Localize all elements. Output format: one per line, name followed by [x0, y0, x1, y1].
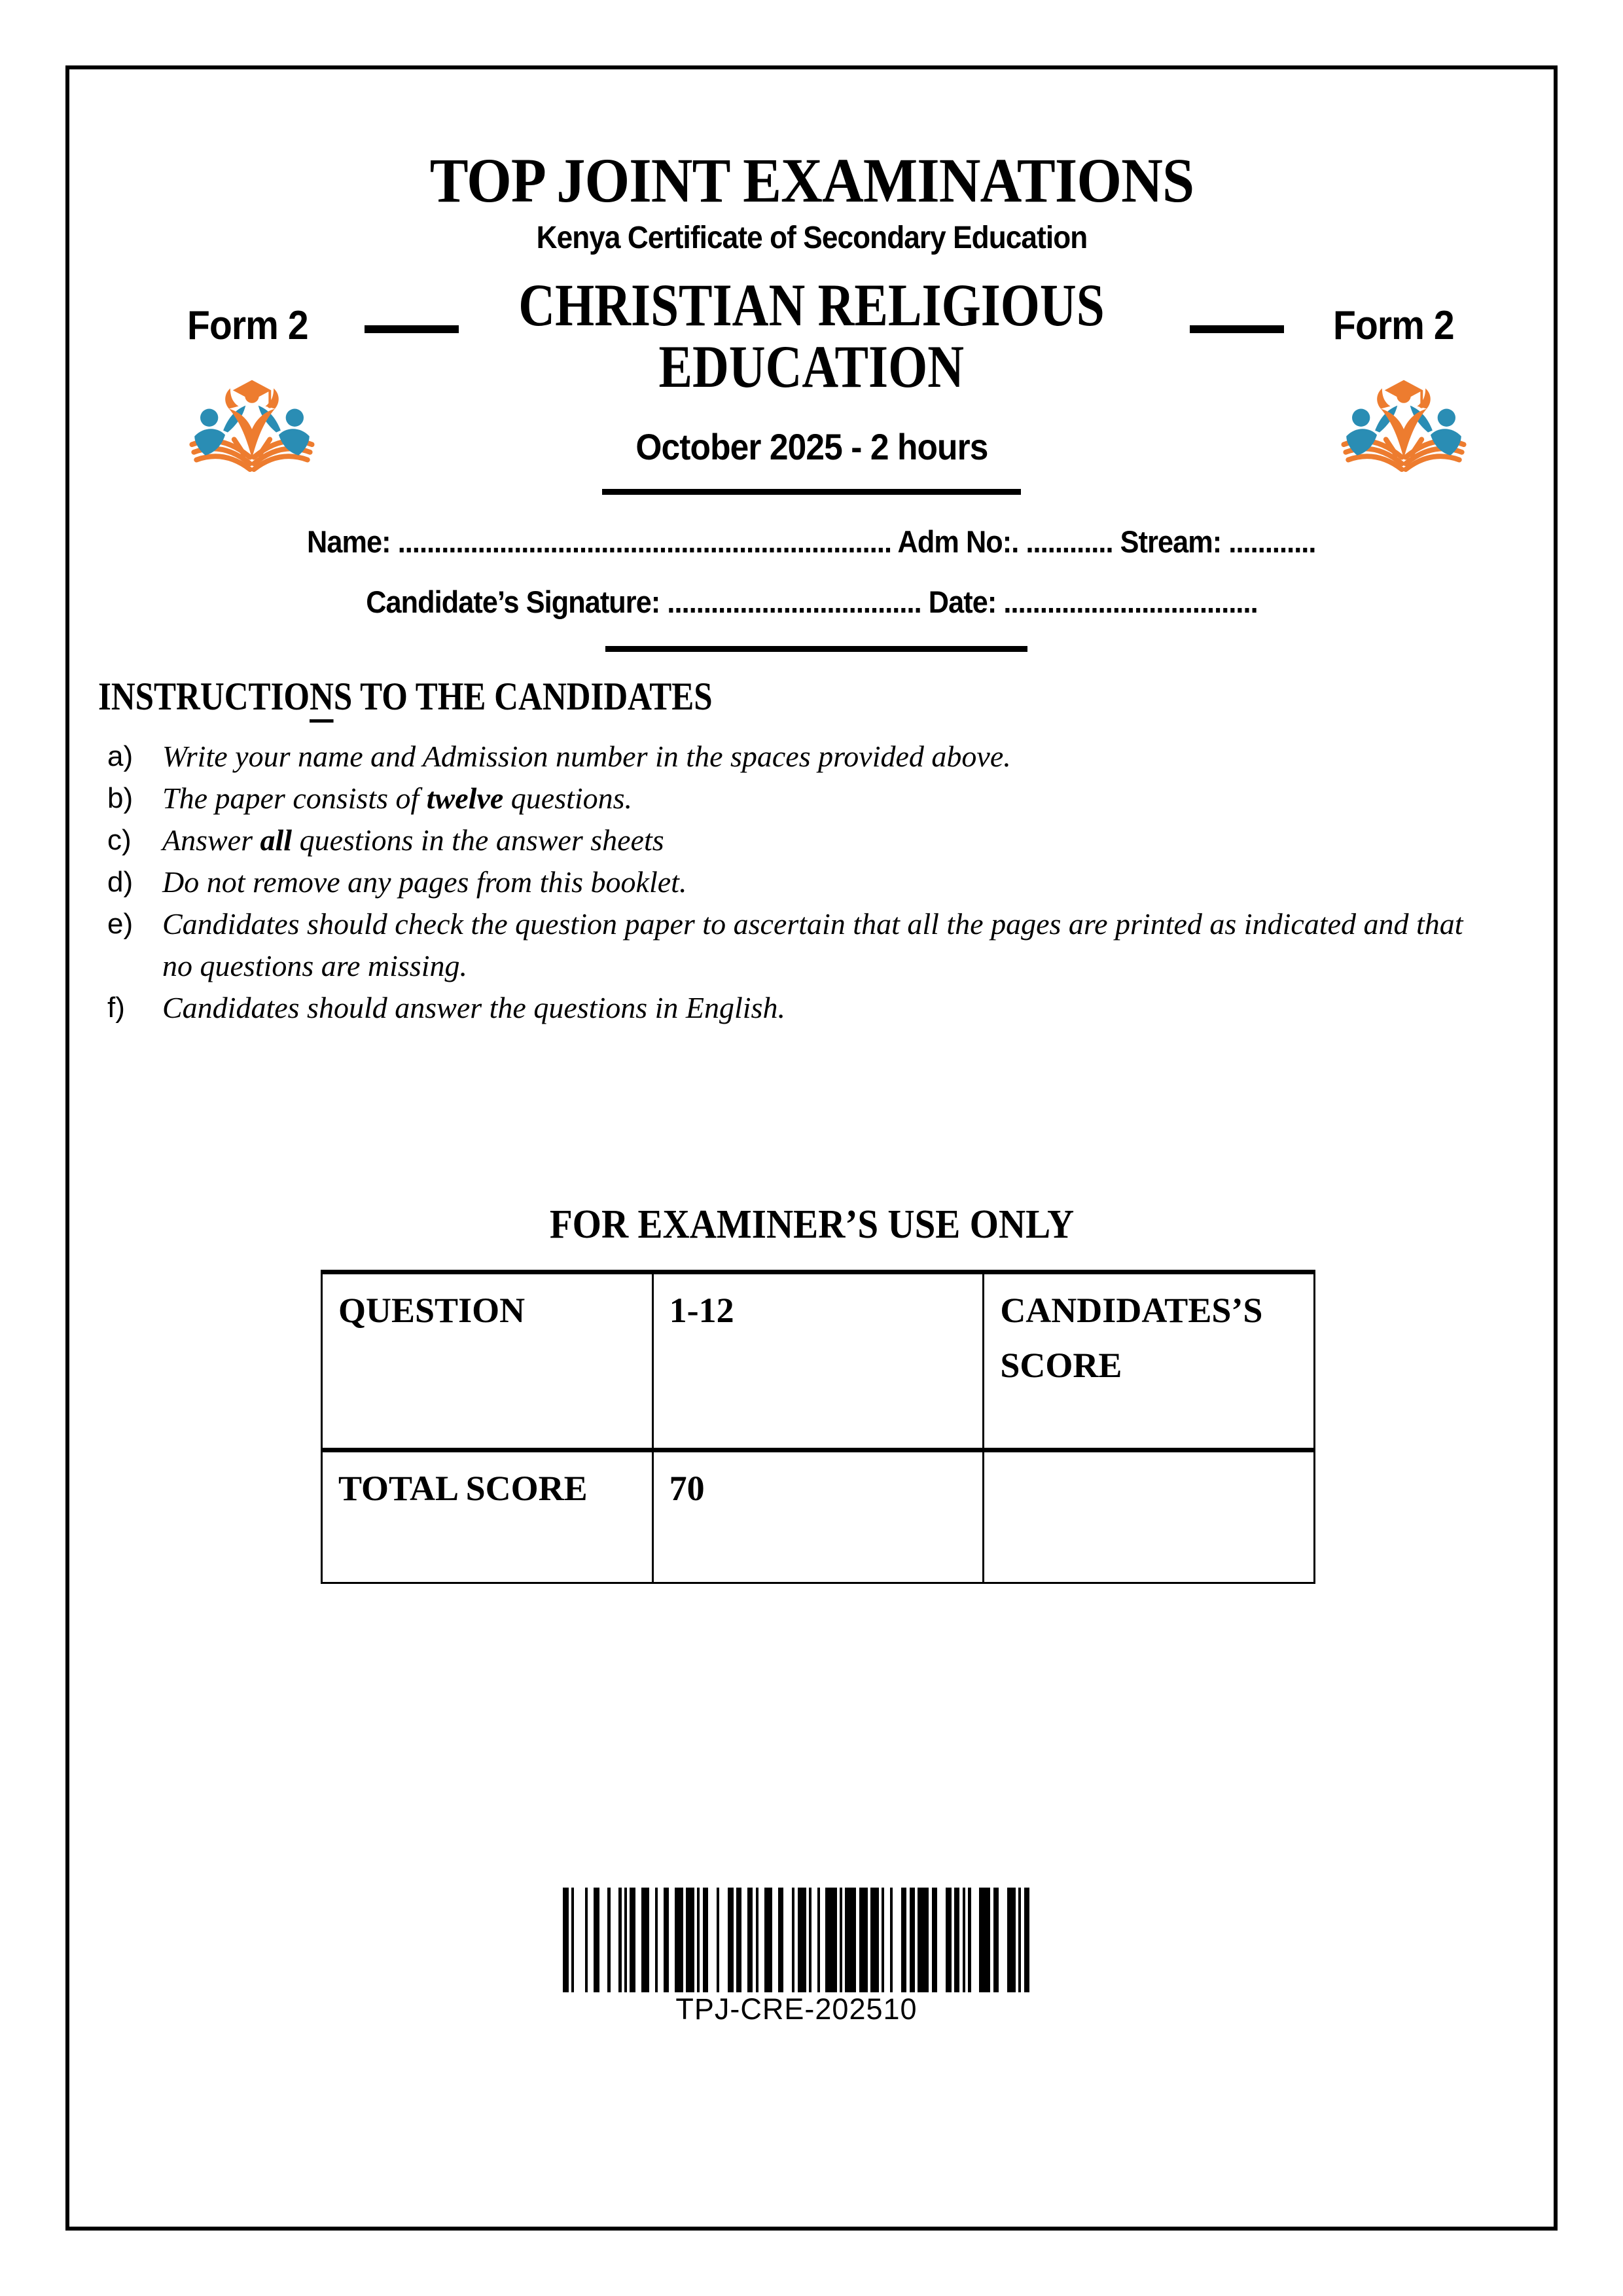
item-marker: b) — [107, 782, 134, 814]
barcode-bar — [946, 1888, 952, 1992]
signature-dotted-field: ................................... — [666, 584, 921, 619]
item-marker: e) — [107, 908, 134, 940]
barcode-gap — [708, 1888, 717, 1992]
institution-title-text: TOP JOINT EXAMINATIONS — [429, 145, 1194, 215]
exam-session: October 2025 - 2 hours — [635, 426, 988, 467]
name-label: Name: — [307, 524, 391, 559]
barcode-bar — [1024, 1888, 1030, 1992]
barcode-gap — [611, 1888, 619, 1992]
examiner-use-heading: FOR EXAMINER’S USE ONLY — [549, 1202, 1074, 1247]
barcode-bar — [675, 1888, 683, 1992]
item-marker: a) — [107, 740, 134, 772]
barcode-bar — [563, 1888, 569, 1992]
barcode-gap — [669, 1888, 675, 1992]
barcode-bar — [918, 1888, 929, 1992]
barcode-bar — [979, 1888, 990, 1992]
section-rule — [605, 646, 1027, 652]
table-row — [322, 1272, 1315, 1450]
barcode-gap — [884, 1888, 890, 1992]
barcode-gap — [574, 1888, 585, 1992]
stream-label: Stream: — [1120, 524, 1222, 559]
barcode-label: TPJ-CRE-202510 — [675, 1992, 918, 2026]
barcode-gap — [588, 1888, 594, 1992]
adm-no-label: Adm No:. — [897, 524, 1019, 559]
date-label: Date: — [928, 584, 996, 619]
instructions-heading: INSTRUCTIONS TO THE CANDIDATES — [98, 674, 821, 719]
instruction-item-c: c) Answer all questions in the answer sheets — [99, 819, 1533, 861]
paper-barcode — [563, 1888, 1030, 1992]
subject-title-line2: EDUCATION — [658, 333, 965, 400]
barcode-gap — [937, 1888, 946, 1992]
cell-total-score-value: 70 — [652, 1450, 984, 1583]
instruction-item-d: d) Do not remove any pages from this booklet. — [99, 861, 1533, 903]
barcode-gap — [635, 1888, 641, 1992]
barcode-bar — [764, 1888, 773, 1992]
barcode-gap — [820, 1888, 826, 1992]
barcode-bar — [901, 1888, 907, 1992]
form-level-right: Form 2 — [1333, 303, 1454, 348]
barcode-bar — [736, 1888, 742, 1992]
stream-dotted-field: ............ — [1228, 524, 1316, 559]
form-level-left: Form 2 — [187, 303, 308, 348]
cell-question-header: QUESTION — [322, 1272, 653, 1450]
item-marker: f) — [107, 992, 125, 1024]
barcode-bar — [630, 1888, 635, 1992]
barcode-bar — [703, 1888, 709, 1992]
barcode-gap — [783, 1888, 792, 1992]
cell-score-entry-blank — [984, 1450, 1315, 1583]
cell-question-range: 1-12 — [652, 1272, 984, 1450]
barcode-bar — [798, 1888, 806, 1992]
cell-candidates-score-header: CANDIDATES’S SCORE — [984, 1272, 1315, 1450]
barcode-bar — [993, 1888, 999, 1992]
cell-total-score-label: TOTAL SCORE — [322, 1450, 653, 1583]
examiner-score-table — [321, 1270, 1315, 1584]
underlined-letter: N — [310, 675, 334, 723]
header-rule — [602, 489, 1021, 495]
instruction-item-f: f) Candidates should answer the questions in English. — [99, 987, 1533, 1029]
barcode-gap — [812, 1888, 817, 1992]
signature-row — [0, 584, 1623, 620]
barcode-gap — [772, 1888, 778, 1992]
barcode-bar — [932, 1888, 938, 1992]
instruction-item-e: e) Candidates should check the question paper to ascertain that all the pages are printed as indicated and that no questions are missing. — [99, 903, 1533, 987]
barcode-gap — [758, 1888, 764, 1992]
barcode-bar — [641, 1888, 650, 1992]
barcode-bar — [728, 1888, 734, 1992]
barcode-gap — [658, 1888, 664, 1992]
item-marker: d) — [107, 866, 134, 898]
certificate-subtitle — [0, 220, 1623, 256]
instruction-item-a: a) Write your name and Admission number in the spaces provided above. — [99, 736, 1533, 778]
item-marker: c) — [107, 824, 132, 856]
barcode-gap — [649, 1888, 655, 1992]
barcode-bar — [845, 1888, 856, 1992]
barcode-bar — [910, 1888, 916, 1992]
institution-title — [0, 145, 1623, 215]
barcode-bar — [954, 1888, 960, 1992]
barcode-gap — [893, 1888, 901, 1992]
date-dotted-field: ................................... — [1003, 584, 1258, 619]
barcode-bar — [825, 1888, 836, 1992]
name-dotted-field: .................................................................... — [397, 524, 892, 559]
barcode-gap — [999, 1888, 1007, 1992]
subject-title-line1: CHRISTIAN RELIGIOUS — [518, 272, 1105, 338]
barcode-bar — [747, 1888, 753, 1992]
barcode-gap — [719, 1888, 728, 1992]
name-row — [0, 524, 1623, 560]
barcode-bar — [859, 1888, 868, 1992]
barcode-bar — [686, 1888, 694, 1992]
signature-label: Candidate’s Signature: — [365, 584, 660, 619]
certificate-subtitle-text: Kenya Certificate of Secondary Education — [536, 221, 1087, 255]
barcode-bar — [594, 1888, 599, 1992]
barcode-bar — [1007, 1888, 1016, 1992]
barcode-bar — [664, 1888, 669, 1992]
instruction-item-b: b) The paper consists of twelve questions. — [99, 778, 1533, 819]
barcode-gap — [741, 1888, 747, 1992]
adm-no-dotted-field: ............ — [1026, 524, 1113, 559]
table-row — [322, 1450, 1315, 1583]
instructions-list — [99, 736, 1533, 1029]
barcode-gap — [971, 1888, 980, 1992]
barcode-bar — [870, 1888, 879, 1992]
barcode-gap — [599, 1888, 608, 1992]
barcode-bar — [778, 1888, 784, 1992]
